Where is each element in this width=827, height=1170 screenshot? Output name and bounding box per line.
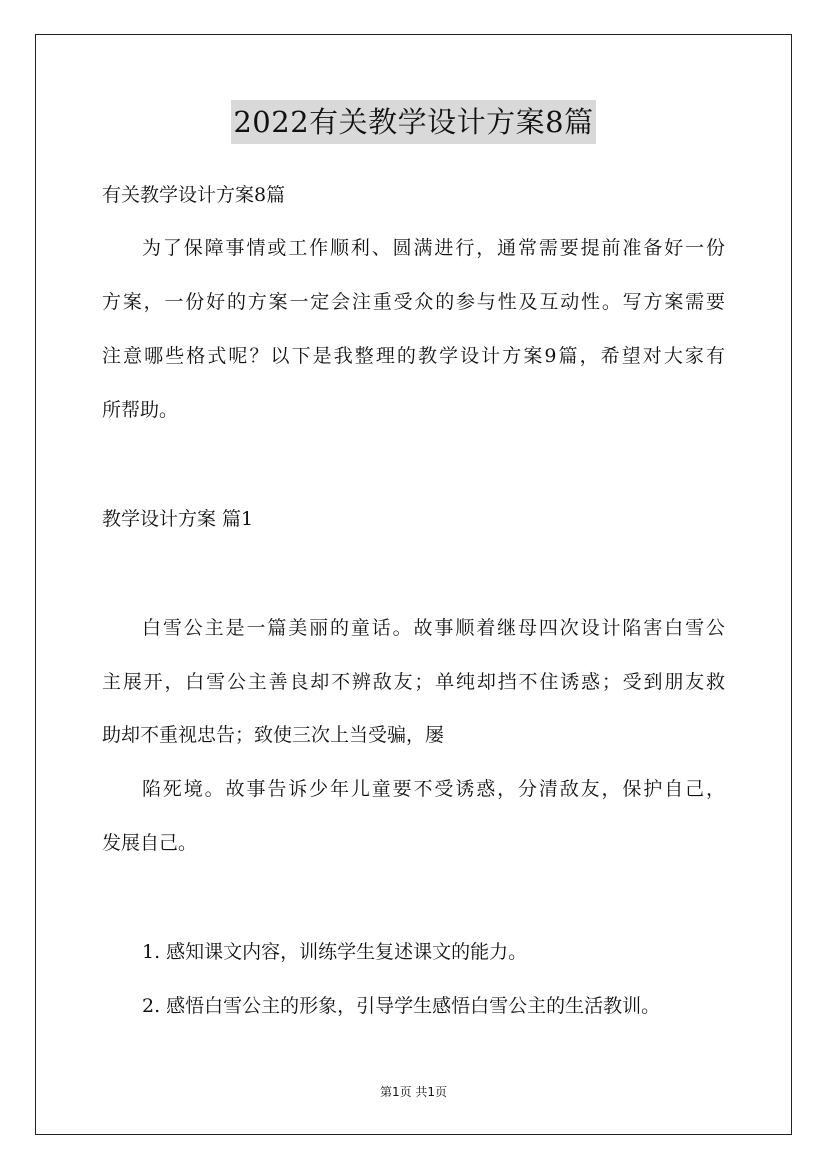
- story-line-2: 主展开，白雪公主善良却不辨敌友；单纯却挡不住诱惑；受到朋友救: [102, 671, 725, 693]
- goal-item-1: 1. 感知课文内容，训练学生复述课文的能力。: [142, 941, 528, 963]
- story-line-4: 陷死境。故事告诉少年儿童要不受诱惑，分清敌友，保护自己，: [142, 778, 725, 800]
- title-container: [0, 100, 827, 144]
- intro-line-2: 方案，一份好的方案一定会注重受众的参与性及互动性。写方案需要: [102, 291, 725, 313]
- section-heading: 教学设计方案 篇1: [102, 508, 254, 530]
- intro-line-4: 所帮助。: [102, 399, 179, 421]
- story-line-1: 白雪公主是一篇美丽的童话。故事顺着继母四次设计陷害白雪公: [142, 617, 725, 639]
- story-line-5: 发展自己。: [102, 832, 198, 854]
- intro-line-1: 为了保障事情或工作顺利、圆满进行，通常需要提前准备好一份: [142, 237, 725, 259]
- story-line-3: 助却不重视忠告；致使三次上当受骗，屡: [102, 724, 445, 746]
- intro-line-3: 注意哪些格式呢？以下是我整理的教学设计方案9篇，希望对大家有: [102, 345, 725, 367]
- document-title: 2022有关教学设计方案8篇: [231, 100, 595, 144]
- goal-item-2: 2. 感悟白雪公主的形象，引导学生感悟白雪公主的生活教训。: [142, 995, 661, 1017]
- document-subtitle: 有关教学设计方案8篇: [102, 184, 286, 206]
- page-number-footer: 第1页 共1页: [379, 1085, 448, 1099]
